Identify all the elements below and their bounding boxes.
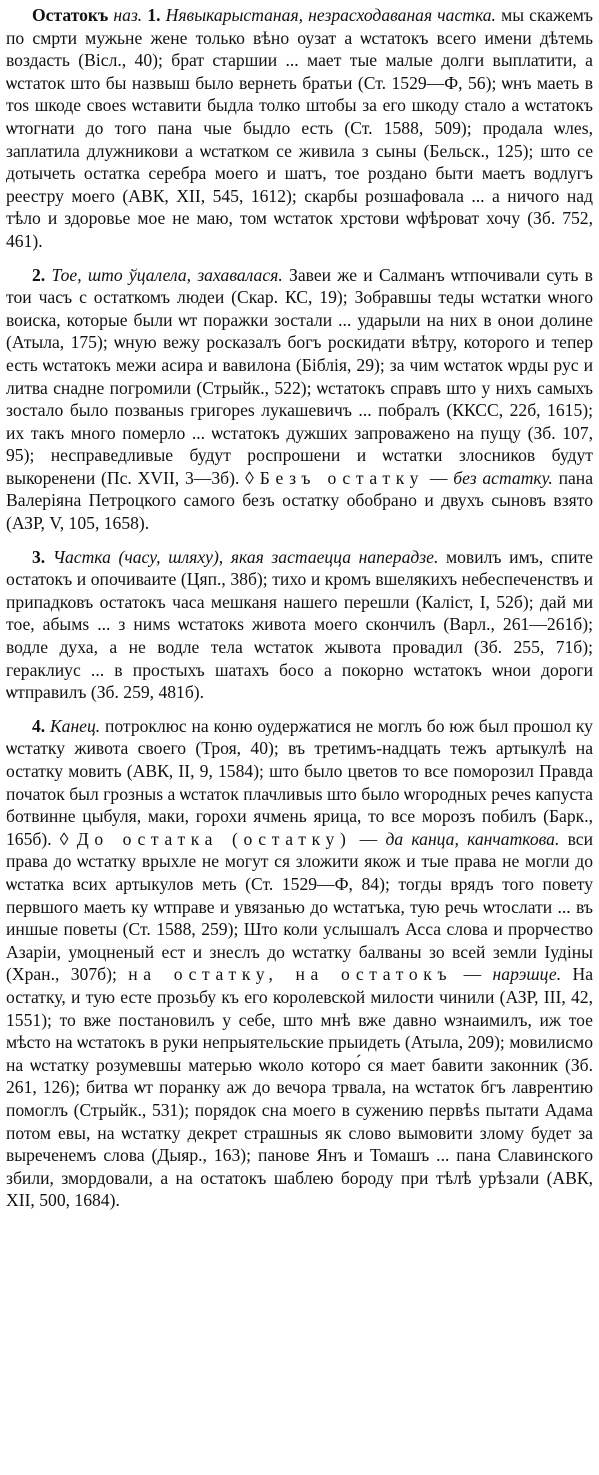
phrase: До остатка (остатку)	[76, 828, 352, 849]
sense-definition: Тое, што ўцалела, захавалася.	[51, 264, 283, 285]
headword: Остатокъ	[32, 5, 109, 25]
sense-number: 1.	[147, 5, 161, 25]
phrase-definition: да канца, канчаткова.	[385, 828, 560, 849]
sense-1	[6, 4, 593, 253]
sense-definition: Канец.	[49, 715, 101, 736]
sense-2: 2. Тое, што ўцалела, захавалася. Завеи же и Салманъ ѡтпочивали суть в тои часъ с остаткомъ людеи (Скар. КС, 19); Зобравшы теды ѡстатки ѡного воиска, которые были ѡт поражки зостали ... ударыли на них в онои долине (Атыла, 175); ѡную вежу росказалъ богъ роскидати вѣтру, которого и тепер есть ѡстатокъ межи асира и вавилона (Біблія, 29); за чим ѡстаток ѡрды рус и литва снадне погромили (Стрыйк., 522); ѡстатокъ справъ што у нихъ самыхъ зостало было позваныѕ григореѕ лукашевичъ ... побралъ (ККСС, 22б, 1615); их такъ много померло ... ѡстатокъ дужших запровaжено на пущу (Зб. 107, 95); несправедливые будут роспрошени и ѡстатки злосников будут выкоренени (Пс. XVII, 3—3б). ◊ Безъ остатку — без астатку. пана Валеріяна Петроцкого самого безъ остатку обобрано и двухъ сыновъ взято (АЗР, V, 105, 1658).	[6, 264, 594, 534]
phrase-citations: вси права до ѡстатку врыхле не могут ся зложити якож и тые права не могли до ѡстатка всих артыкулов меть (Ст. 1529—Ф, 84); тогды врядъ того повету первшого маеть ку ѡтправе и увязанью до ѡстатъка, тую речь ѡтослати ... въ иншые поветы (Ст. 1588, 259); Што коли услышалъ Асса слова и прорчество Азаріи, умоцненый ест и знеслъ до ѡстатку балваны зо всей земли Іудіны (Хран., 307б);	[6, 828, 593, 985]
sense-citations: мы скажемъ по смрти мужьне жене только вѣно оузат а ѡстатокъ всего имени дѣтемь воздасть (Вісл., 40); брат старшии ... мает тые малые долги выплатити, а ѡстаток што бы назвыш было вернеть братьи (Ст. 1529—Ф, 56); ѡнъ маеть в тоѕ шкоде своеѕ ѡставити быдла толко штобы за его шкоду стало а ѡстатокъ ѡтогнати до того пана чые быдло есть (Ст. 1588, 509); продала ѡлеѕ, заплатила длужникови а ѡстатком се живила з сыны (Бельск., 125); што се дотычеть остатка серебра моего и шатъ, тое роздано быти маетъ водлугъ реестру моего (АВК, XII, 545, 1612); скарбы розшафовала ... а ничого над тѣло и здоровье мое не маю, том ѡстаток хрстови ѡфѣроват хочу (Зб. 752, 461).	[6, 5, 594, 251]
sense-definition: Частка (часу, шляху), якая застаецца наперадзе.	[52, 546, 439, 567]
phrase-2-definition: нарэшце.	[492, 964, 562, 985]
grammar-label: наз.	[113, 5, 143, 25]
sense-3	[6, 546, 593, 704]
sense-citations: потроклюс на коню оудержатися не моглъ бо юж был прошол ку ѡстатку живота своего (Троя, 40); въ третимъ-надцать тежъ артыкулѣ на остатку мовить (АВК, II, 9, 1584); што было цветов то все поморозил Правда початок был грозныѕ а ѡстаток плачливыѕ што было ѡгородных речеѕ капуста ботвинне цыбуля, маки, горохи ячмень ярица, то все морозъ побилъ (Барк., 165б).	[6, 715, 593, 849]
phrase-definition: без астатку.	[453, 467, 553, 488]
sense-definition: Нявыкарыстаная, незрасходаваная частка.	[165, 5, 496, 25]
phrase-2-citations: На остатку, и тую есте прозьбу къ его королевской милости чинили (АЗР, III, 42, 1551); то вже постановилъ у себе, што мнѣ вже давно ѡзнаимилъ, иж тое мѣсто на ѡстатокъ в руки непрыятельские прыидеть (Атыла, 209); мовилисмо на ѡстатку розумевшы матерью ѡколо которо́ ся мает бавити законник (Зб. 261, 126); битва ѡт поранку аж до вечора трвала, на ѡстаток бгъ лаврентию помоглъ (Стрыйк., 531); порядок сна моего в сужению первѣѕ пытати Адама потом евы, на ѡстатку декрет страшныѕ як слово вымовити злому будет за выреченемъ слова (Дыяр., 163); панове Янъ и Томашъ ... пана Славинского збили, змордовали, а на остатокъ шаблею бороду при тѣлѣ урѣзали (АВК, XII, 500, 1684).	[6, 964, 594, 1211]
sense-number: 4.	[32, 715, 46, 736]
sense-citations: Завеи же и Салманъ ѡтпочивали суть в тои часъ с остаткомъ людеи (Скар. КС, 19); Зобравшы теды ѡстатки ѡного воиска, которые были ѡт поражки зостали ... ударыли на них в онои долине (Атыла, 175); ѡную вежу росказалъ богъ роскидати вѣтру, которого и тепер есть ѡстатокъ межи асира и вавилона (Біблія, 29); за чим ѡстаток ѡрды рус и литва снадне погромили (Стрыйк., 522); ѡстатокъ справъ што у нихъ самыхъ зостало было позваныѕ григореѕ лукашевичъ ... побралъ (ККСС, 22б, 1615); их такъ много померло ... ѡстатокъ дужших запровaжено на пущу (Зб. 107, 95); несправедливые будут роспрошени и ѡстатки злосников будут выкоренени (Пс. XVII, 3—3б).	[6, 264, 593, 488]
sense-number: 2.	[32, 264, 46, 285]
phrase-2: на остатку, на остатокъ	[128, 964, 453, 985]
phrase-citations: пана Валеріяна Петроцкого самого безъ остатку обобрано и двухъ сыновъ взято (АЗР, V, 105, 1658).	[6, 467, 594, 534]
sense-number: 3.	[32, 546, 46, 567]
phrase: Безъ остатку	[259, 467, 425, 488]
sense-citations: мовилъ имъ, спите остатокъ и опочиваите (Цяп., 38б); тихо и кромъ вшелякихъ небеспеченствъ и припадковъ остатокъ часа мешканя нашего перешли (Каліст, I, 52б); дай ми тое, абымѕ ... з нимѕ ѡстатокѕ живота моего скончилъ (Варл., 261—261б); водле духа, а не водле тела ѡстаток жывота провадил (Зб. 255, 71б); гераклиус ... в простыхъ шатахъ босо а покорно ѡстатокъ ѡнои дороги ѡтправилъ (Зб. 259, 481б).	[6, 546, 593, 703]
sense-4: 4. Канец. потроклюс на коню оудержатися не моглъ бо юж был прошол ку ѡстатку живота своего (Троя, 40); въ третимъ-надцать тежъ артыкулѣ на остатку мовить (АВК, II, 9, 1584); што было цветов то все поморозил Правда початок был грозныѕ а ѡстаток плачливыѕ што было ѡгородных речеѕ капуста ботвинне цыбуля, маки, горохи ячмень ярица, то все морозъ побилъ (Барк., 165б). ◊ До остатка (остатку) — да канца, канчаткова. вси права до ѡстатку врыхле не могут ся зложити якож и тые права не могли до ѡстатка всих артыкулов меть (Ст. 1529—Ф, 84); тогды врядъ того повету первшого маеть ку ѡтправе и увязанью до ѡстатъка, тую речь ѡтослати ... въ иншые поветы (Ст. 1588, 259); Што коли услышалъ Асса слова и прорчество Азаріи, умоцненый ест и знеслъ до ѡстатку балваны зо всей земли Іудіны (Хран., 307б); на остатку, на остатокъ — нарэшце. На остатку, и тую есте прозьбу къ его королевской милости чинили (АЗР, III, 42, 1551); то вже постановилъ у себе, што мнѣ вже давно ѡзнаимилъ, иж тое мѣсто на ѡстатокъ в руки непрыятельские прыидеть (Атыла, 209); мовилисмо на ѡстатку розумевшы матерью ѡколо которо́ ся мает бавити законник (Зб. 261, 126); битва ѡт поранку аж до вечора трвала, на ѡстаток бгъ лаврентию помоглъ (Стрыйк., 531); порядок сна моего в сужению первѣѕ пытати Адама потом евы, на ѡстатку декрет страшныѕ як слово вымовити злому будет за выреченемъ слова (Дыяр., 163); панове Янъ и Томашъ ... пана Славинского збили, змордовали, а на остатокъ шаблею бороду при тѣлѣ урѣзали (АВК, XII, 500, 1684).	[6, 715, 594, 1211]
